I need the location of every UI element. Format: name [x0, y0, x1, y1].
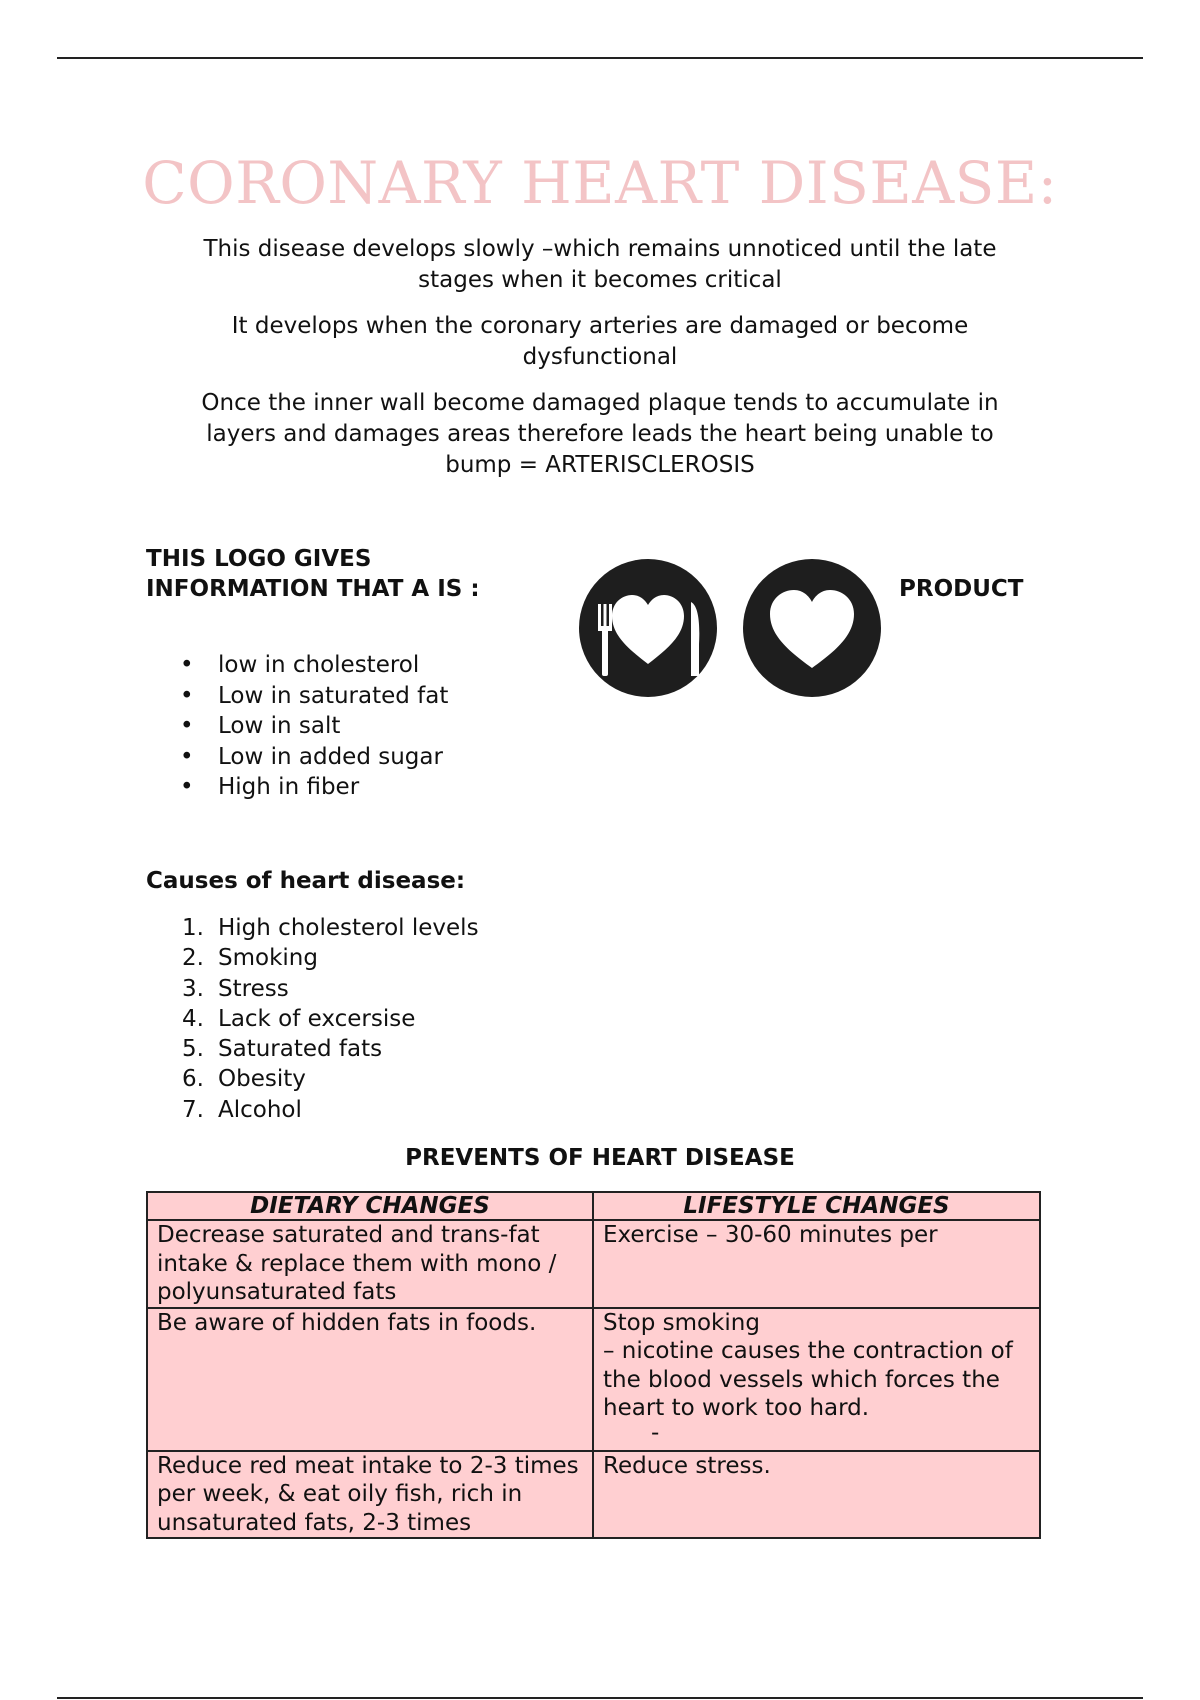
list-item — [146, 913, 479, 943]
list-number: 3. — [182, 975, 204, 1002]
intro-paragraph: It develops when the coronary arteries are damaged or become dysfunctional — [231, 313, 969, 370]
list-item: • Low in saturated fat — [146, 681, 448, 712]
plate-heart-cutlery-icon — [579, 559, 717, 697]
dietary-cell: Reduce red meat intake to 2-3 times per week, & eat oily fish, rich in unsaturated fats, 2-3 times — [147, 1451, 593, 1539]
list-number: 4. — [182, 1005, 204, 1032]
column-header-lifestyle: LIFESTYLE CHANGES — [593, 1192, 1040, 1220]
list-item: • High in fiber — [146, 772, 448, 803]
list-item — [146, 1034, 479, 1064]
list-item: • Low in added sugar — [146, 742, 448, 773]
table-row — [147, 1308, 1040, 1451]
intro-section — [170, 234, 1030, 496]
cause-text: Lack of excersise — [218, 1005, 416, 1032]
logo-heading: THIS LOGO GIVES INFORMATION THAT A IS : — [146, 546, 480, 602]
bottom-rule — [57, 1697, 1143, 1699]
causes-heading: Causes of heart disease: — [146, 868, 466, 894]
lifestyle-cell — [593, 1308, 1040, 1451]
top-rule — [57, 57, 1143, 59]
table-header-row — [147, 1192, 1040, 1220]
cause-text: Saturated fats — [218, 1036, 383, 1063]
cause-text: Stress — [218, 975, 289, 1002]
lifestyle-cell — [593, 1451, 1040, 1539]
cause-text: High cholesterol levels — [218, 915, 479, 941]
list-number: 7. — [182, 1096, 204, 1123]
list-item: • Low in salt — [146, 711, 448, 742]
dietary-cell: Decrease saturated and trans-fat intake & replace them with mono / polyunsaturated fats — [147, 1220, 593, 1308]
page-title: CORONARY HEART DISEASE: — [142, 149, 1058, 217]
list-number: 5. — [182, 1036, 204, 1063]
cause-text: Alcohol — [218, 1096, 302, 1123]
lifestyle-text: – nicotine causes the contraction of the blood vessels which forces the heart to work too hard. — [603, 1338, 1013, 1421]
table-row — [147, 1220, 1040, 1308]
cause-text: Smoking — [218, 945, 318, 972]
intro-paragraph: This disease develops slowly –which remains unnoticed until the late stages when it becomes critical — [203, 236, 997, 293]
prevention-heading: PREVENTS OF HEART DISEASE — [405, 1145, 795, 1171]
lifestyle-text: Reduce stress. — [603, 1452, 771, 1479]
product-label: PRODUCT — [899, 576, 1024, 602]
list-item — [146, 974, 479, 1004]
heart-logos — [578, 556, 882, 700]
list-number: 2. — [182, 945, 204, 972]
lifestyle-text: Stop smoking — [603, 1309, 760, 1336]
table-row — [147, 1451, 1040, 1539]
list-item — [146, 1004, 479, 1034]
logo-benefits-list — [146, 650, 448, 803]
column-header-dietary: DIETARY CHANGES — [147, 1192, 593, 1220]
prevention-table — [146, 1191, 1041, 1539]
intro-paragraph: Once the inner wall become damaged plaque tends to accumulate in layers and damages areas therefore leads the heart being unable to bump = ARTERISCLEROSIS — [201, 390, 999, 478]
list-number: 6. — [182, 1066, 204, 1093]
heart-circle-icon — [743, 559, 881, 697]
list-item — [146, 1064, 479, 1094]
causes-list — [146, 913, 479, 1125]
list-item — [146, 943, 479, 973]
cause-text: Obesity — [218, 1066, 306, 1093]
lifestyle-text: Exercise – 30-60 minutes per — [603, 1222, 938, 1248]
list-number: 1. — [182, 915, 204, 941]
list-item — [146, 1095, 479, 1125]
lifestyle-dash: - — [651, 1419, 660, 1446]
list-item: • low in cholesterol — [146, 650, 448, 681]
lifestyle-cell — [593, 1220, 1040, 1308]
dietary-cell: Be aware of hidden fats in foods. — [147, 1308, 593, 1451]
